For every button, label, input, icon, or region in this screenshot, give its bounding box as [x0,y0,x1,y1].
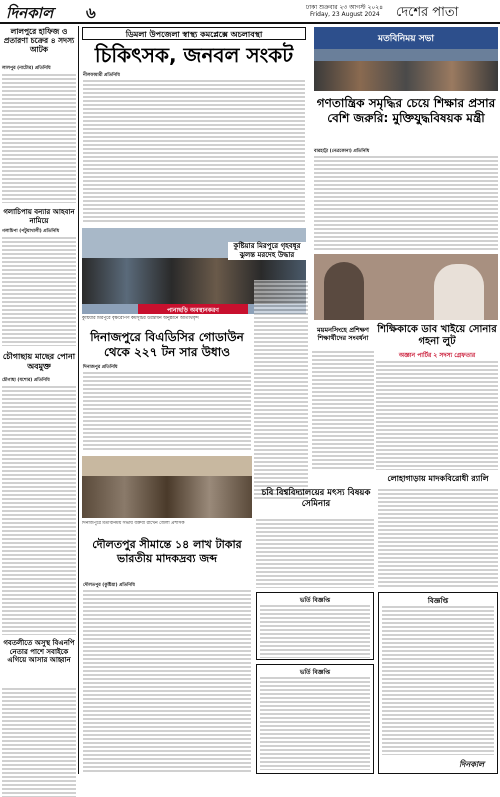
section-title: দেশের পাতা [396,5,459,20]
left-story-2-body [2,236,76,346]
notice-1-title: ভর্তি বিজ্ঞপ্তি [299,597,331,604]
lead-kicker-box [82,27,306,40]
edu-byline: বারহাট্টা (নেত্রকোনা) প্রতিনিধি [314,149,370,154]
photo-banner [138,304,248,314]
lead-headline: চিকিৎসক, জনবল সংকট [94,43,294,67]
daulatpur-body [83,589,251,774]
fish-body [256,518,374,588]
teacher-headline: শিক্ষিকাকে ডাব খাইয়ে সোনার গহনা লুট [377,324,497,347]
teacher-subhead: অজ্ঞান পার্টির ২ সদস্য গ্রেফতার [398,352,476,359]
tender-title: বিজ্ঞপ্তি [427,597,449,605]
portrait-photo [314,254,498,320]
left-column [2,25,76,775]
rally-headline: লোহাগাড়ায় মাদকবিরোধী র‍্যালি [387,474,489,483]
date-en: Friday, 23 August 2024 [310,11,380,18]
masthead-rule [0,22,500,24]
page-number: ৬ [86,4,96,22]
left-story-1-headline: লালপুরে হাফিজ ও প্রতারণা চক্রের ৪ সদস্য আটক [3,27,75,54]
kushtia-headline: কুষ্টিয়ার মিরপুরে গৃহবধূর ঝুলন্ত মরদেহ উদ্ধার [228,242,306,260]
left-story-3-body [2,385,76,635]
banner-photo [314,27,498,91]
notice-2-body [260,676,370,770]
notice-2-title: ভর্তি বিজ্ঞপ্তি [299,669,331,676]
kushtia-body [254,280,308,500]
lead-kicker: ডিমলা উপজেলা স্বাস্থ্য কমপ্লেক্সে অচলাবস্থা [125,30,263,39]
footer-logo: দিনকাল [459,760,485,769]
teacher-body [376,360,498,470]
daulatpur-byline: দৌলতপুর (কুষ্টিয়া) প্রতিনিধি [83,583,135,588]
lead-body [83,79,305,224]
dinajpur-headline: দিনাজপুরে বিএডিসির গোডাউন থেকে ২২৭ টন সার উধাও [90,330,244,359]
rally-body [378,488,498,588]
mymensingh-body [312,350,374,470]
left-story-1-byline: লালপুর (নাটোর) প্রতিনিধি [2,66,51,71]
portrait-figure-2 [434,264,484,320]
banner-crowd [314,61,498,91]
left-story-3-headline: চৌগাছায় মাছের পোনা অবমুক্ত [2,352,76,371]
notice-1-body [260,604,370,658]
fish-headline: চবি বিশ্ববিদ্যালয়ের মৎস্য বিষয়ক সেমিনার [261,488,371,509]
left-column-divider [78,26,79,774]
portrait-figure [324,262,364,320]
left-story-4-headline: গবতলীতে অসুস্থ বিএনপি নেতার পাশে সবাইকে এগিয়ে আসার আহ্বান [3,639,75,664]
tender-notice [378,592,498,774]
left-story-2-byline: গলাচিপা (পটুয়াখালী) প্রতিনিধি [2,229,60,234]
caption-2: দিনাজপুরে মতবিনিময় সভায় বক্তব্য রাখেন জেলা প্রশাসক [82,521,185,526]
mymensingh-headline: ময়মনসিংহে প্রশিক্ষণ শিক্ষার্থীদের সংবর্ধনা [317,326,369,342]
left-story-4-body [2,687,76,797]
left-story-3-byline: চৌগাছা (যশোর) প্রতিনিধি [2,378,50,383]
notice-2 [256,664,374,774]
logo: দিনকাল [6,4,54,22]
photo-banner-text: পানাছড়ি অবস্থানকরণ [167,307,219,314]
dinajpur-body [83,371,251,451]
tender-body [382,605,494,755]
dinajpur-photo-people [82,476,252,518]
edu-headline: গণতান্ত্রিক সমৃদ্ধির চেয়ে শিক্ষার প্রসার বেশি জরুরি: মুক্তিযুদ্ধবিষয়ক মন্ত্রী [316,96,496,125]
date-bn: ঢাকা শুক্রবার ২৩ আগস্ট ২০২৪ [306,4,384,11]
masthead [0,0,500,24]
left-story-1-body [2,73,76,203]
lead-byline: নীলফামারী প্রতিনিধি [83,73,120,78]
left-story-2-headline: গলাচিপায় বন্যার আহবান নামিয়ে [3,208,75,225]
notice-1 [256,592,374,660]
banner-title: মতবিনিময় সভা [378,34,434,44]
daulatpur-headline: দৌলতপুর সীমান্তে ১৪ লাখ টাকার ভারতীয় মাদকদ্রব্য জব্দ [92,538,242,565]
dinajpur-photo [82,456,252,518]
edu-body [314,155,498,250]
caption-1: কুষ্টিয়ার মিরপুরে বৃক্ষরোপণ কর্মসূচির উদ্বোধন অনুষ্ঠানে অতিথিবৃন্দ [82,316,199,321]
dinajpur-byline: দিনাজপুর প্রতিনিধি [83,365,118,370]
